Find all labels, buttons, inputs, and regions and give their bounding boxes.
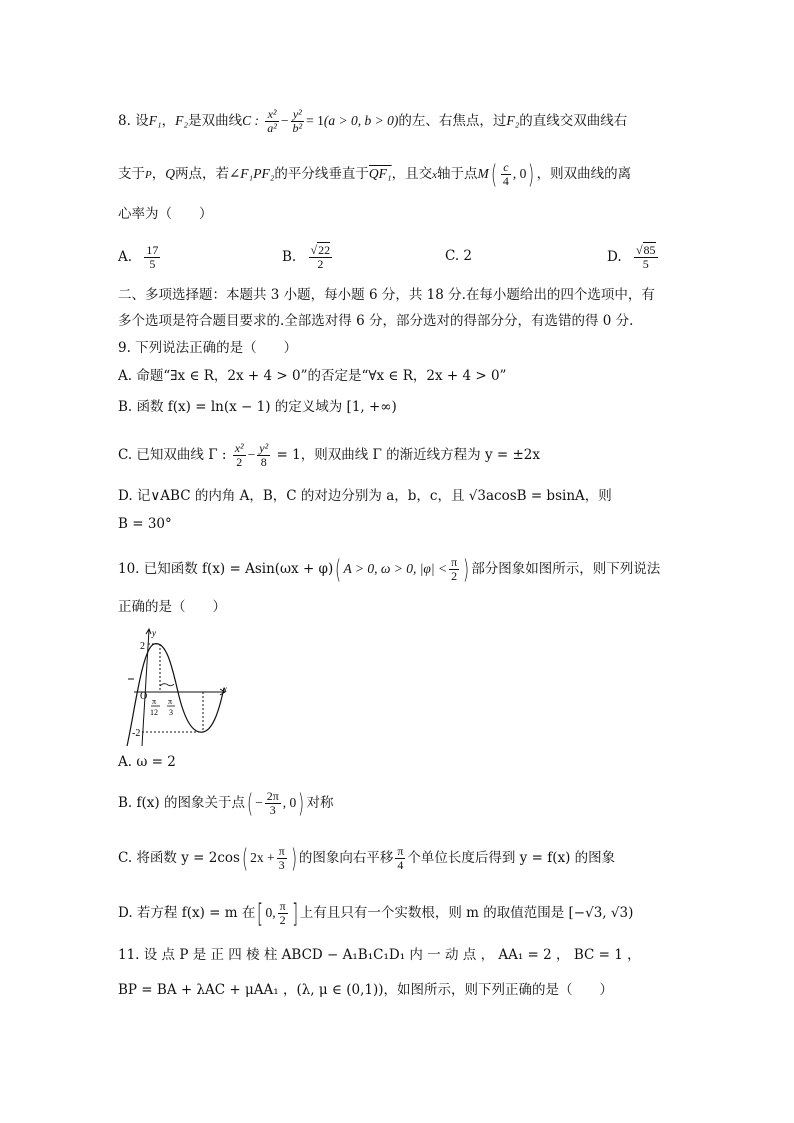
max-label: 2	[140, 641, 145, 652]
q8-option-a: A. $\frac{17}{5}$	[118, 243, 159, 271]
q10-option-d: D. 若方程 f(x) = m 在[ 0, $\frac{\pi}{2}$ ] 上有且只有一个实数根，则 m 的取值范围是 [−√3, √3)	[118, 898, 634, 929]
q9-option-b: B. 函数 f(x) = ln(x − 1) 的定义域为 [1, +∞)	[118, 399, 397, 415]
annotation-mark	[160, 684, 174, 686]
tick-pi-3-top: π	[168, 697, 173, 706]
origin-label: O	[140, 691, 148, 702]
q8-line2: 支于P，Q两点，若∠F₁PF₂的平分线垂直于QF₁，且交x轴于点M( $\frac{c}{4}$ , 0) ，则双曲线的离	[118, 159, 632, 190]
q9-option-d-line2: B = 30°	[118, 516, 172, 532]
q9-option-a: A. 命题“∃x ∈ R，2x + 4 > 0”的否定是“∀x ∈ R，2x + 4 > 0”	[118, 368, 507, 384]
section2-line2: 多个选项是符合题目要求的.全部选对得 6 分，部分选对的得部分分，有选错的得 0 分.	[118, 313, 634, 329]
q9-option-d-line1: D. 记∨ABC 的内角 A，B，C 的对边分别为 a，b，c，且 √3acosB = bsinA，则	[118, 488, 612, 504]
q11-line2: BP = BA + λAC + μAA₁ ，(λ, μ ∈ (0,1))，如图所示，则下列正确的是（ ）	[118, 982, 613, 998]
q10-option-a: A. ω = 2	[118, 754, 176, 770]
tick-pi-12-bottom: 12	[150, 708, 158, 717]
tick-pi-12-top: π	[152, 697, 157, 706]
q8-line3: 心率为（ ）	[118, 206, 213, 222]
q8-option-b: B. $\frac{√22}{2}$	[282, 243, 331, 271]
q10-option-c: C. 将函数 y = 2cos( 2x + $\frac{\pi}{3}$ ) 的图象向右平移 $\frac{\pi}{4}$ 个单位长度后得到 y = f(x) 的图象	[118, 843, 616, 874]
q10-stem-line2: 正确的是（ ）	[118, 599, 226, 615]
q10-stem-line1: 10. 已知函数 f(x) = Asin(ωx + φ)( A > 0, ω > 0, |φ| < $\frac{\pi}{2}$ ) 部分图象如图所示，则下列说法	[118, 554, 661, 585]
q11-line1: 11. 设 点 P 是 正 四 棱 柱 ABCD − A₁B₁C₁D₁ 内 一 动 点 ， AA₁ = 2 ， BC = 1 ，	[118, 947, 641, 963]
sine-graph	[120, 626, 232, 750]
q8-frac-y: $\frac{\text{y²}}{\text{b²}}$	[292, 107, 303, 135]
q10-option-b: B. f(x) 的图象关于点( − $\frac{2\pi}{3}$ , 0) 对称	[118, 788, 334, 819]
x-axis-label: x	[223, 684, 227, 694]
q9-option-c: C. 已知双曲线 Γ : $\frac{\text{x²}}{2}$ − $\frac{\text{y²}}{8}$ = 1，则双曲线 Γ 的渐近线方程为 y = ±2x	[118, 441, 540, 469]
q9-stem: 9. 下列说法正确的是（ ）	[118, 340, 298, 356]
tick-pi-3-bottom: 3	[169, 708, 173, 717]
q8-frac-x: $\frac{\text{x²}}{\text{a²}}$	[267, 107, 277, 135]
q8-line1: 8. 设F₁，F₂是双曲线C : $\frac{\text{x²}}{\text{a²}}$ − $\frac{\text{y²}}{\text{b²}}$ = 1(a > 0, b > 0)的左、右焦点，过F₂的直线交双曲线右	[118, 107, 628, 135]
y-axis-label: y	[152, 628, 156, 638]
q8-option-c: C. 2	[445, 248, 473, 264]
min-label: -2	[132, 728, 141, 739]
section2-line1: 二、多项选择题：本题共 3 小题，每小题 6 分，共 18 分.在每小题给出的四个选项中，有	[118, 287, 655, 303]
q8-option-d: D. $\frac{√85}{5}$	[607, 243, 656, 271]
q8-number: 8.	[118, 113, 131, 129]
